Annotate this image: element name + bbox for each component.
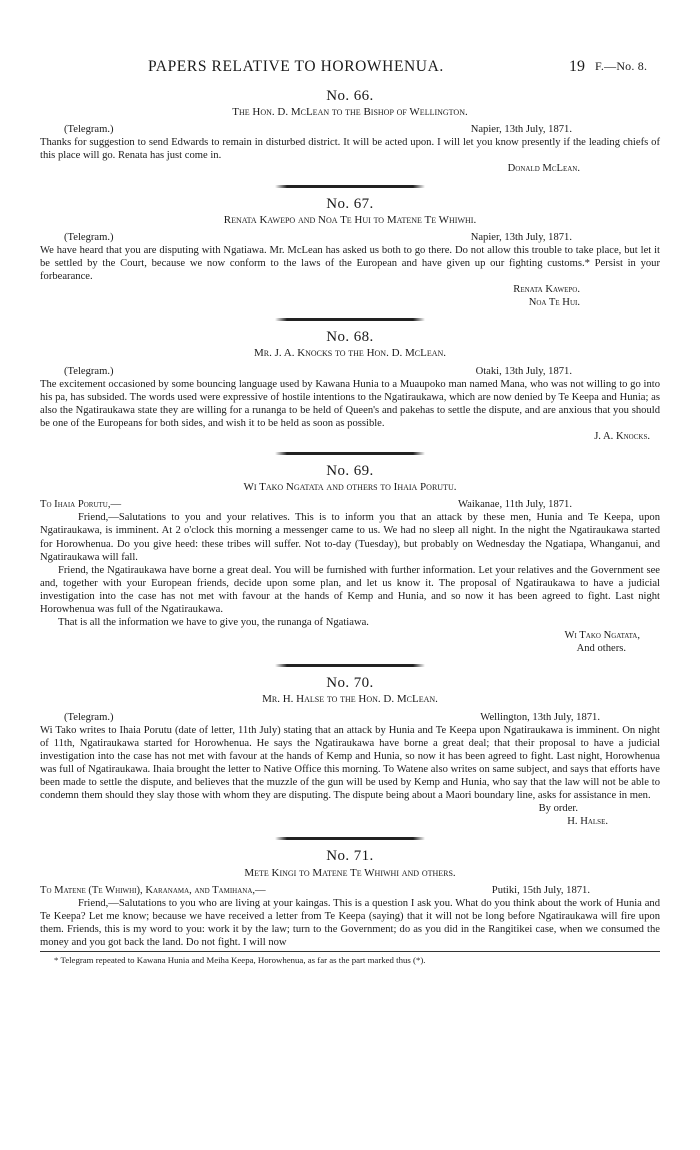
- letter-heading: Mr. J. A. Knocks to the Hon. D. McLean.: [253, 347, 447, 360]
- letter-type: (Telegram.): [64, 365, 114, 377]
- letter-signature: Renata Kawepo.: [513, 284, 580, 296]
- letter-meta: [40, 884, 660, 897]
- letter-number: No. 67.: [326, 195, 374, 212]
- letter-meta: [40, 365, 660, 378]
- letter-addressee: To Ihaia Porutu,—: [40, 499, 122, 511]
- letter-number: No. 68.: [326, 329, 374, 346]
- letter-signature: And others.: [576, 643, 626, 655]
- letter-paragraph: The excitement occasioned by some bouncing language used by Kawana Hunia to a Muaupoko man named Mana, who was not willing to go into his pa, has subsided. The words used were expressive of hostile intentions to the Ngatiraukawa, which are now denied by Te Keepa and Hunia; as also the Ngatiraukawa state they are willing for a runanga to be held of Queen's and pakehas to settle the dispute, and are anxious that you should be one of the Europeans for both sides, and wish it to be held as soon as possible.: [40, 378, 660, 429]
- section-divider: [275, 837, 425, 840]
- letter-signature: J. A. Knocks.: [594, 430, 650, 442]
- letter-heading: Wi Tako Ngatata and others to Ihaia Porutu.: [243, 481, 457, 494]
- section-divider: [275, 318, 425, 321]
- running-head: [40, 58, 680, 78]
- document-body: [40, 90, 660, 965]
- letter-paragraph: Thanks for suggestion to send Edwards to remain in disturbed district. It will be acted upon. I will let you know presently if the leading chiefs of this place will go. Renata has just come in.: [40, 137, 660, 162]
- letter-addressee: To Matene (Te Whiwhi), Karanama, and Tamihana,—: [40, 884, 266, 896]
- running-head-title: PAPERS RELATIVE TO HOROWHENUA.: [148, 58, 444, 75]
- letter-paragraph: Friend,—Salutations to you and your relatives. This is to inform you that an attack by these men, Hunia and Te Keepa, upon Ngatiraukawa, is imminent. At 2 o'clock this morning a messenger came to us. We had no sleep all night. In the night the Ngatiraukawa started for Horowhenua. Do you give heed: these tribes will suffer. Not to-day (Tuesday), but probably on Wednesday the Ngatiapa, Whanganui, and Ngatiraukawa will fall.: [40, 512, 660, 563]
- letter-heading: Renata Kawepo and Noa Te Hui to Matene Te Whiwhi.: [223, 213, 477, 226]
- letter-68: [40, 331, 660, 443]
- letter-67: [40, 195, 660, 310]
- letter-meta: [40, 711, 660, 724]
- paper-reference: F.—No. 8.: [595, 59, 648, 73]
- letter-type: (Telegram.): [64, 711, 114, 723]
- letter-signature: Noa Te Hui.: [528, 297, 580, 309]
- letter-number: No. 69.: [326, 463, 374, 480]
- page-number: 19: [569, 58, 585, 75]
- letter-signature: By order.: [538, 803, 578, 815]
- letter-signature: Wi Tako Ngatata,: [564, 630, 640, 642]
- letter-place-date: Otaki, 13th July, 1871.: [475, 365, 572, 377]
- letter-place-date: Wellington, 13th July, 1871.: [480, 711, 600, 723]
- section-divider: [275, 664, 425, 667]
- letter-paragraph: Friend, the Ngatiraukawa have borne a great deal. You will be furnished with further information. Let your relatives and the Government see and, together with your European friends, decide upon some plan, and let us know it. The proposal of Ngatiraukawa to have a judicial investigation into the case has not met with favour at the hands of Kemp and Hunia, and so now it has been agreed to fight. Last night Horowhenua was full of the Ngatiraukawa.: [40, 564, 660, 615]
- letter-number: No. 71.: [326, 848, 374, 865]
- letter-place-date: Waikanae, 11th July, 1871.: [458, 499, 572, 511]
- section-divider: [275, 452, 425, 455]
- letter-type: (Telegram.): [64, 124, 114, 136]
- letter-heading: Mete Kingi to Matene Te Whiwhi and others.: [244, 866, 456, 879]
- letter-number: No. 70.: [326, 675, 374, 692]
- letter-paragraph: Wi Tako writes to Ihaia Porutu (date of letter, 11th July) stating that an attack by Hunia and Te Keepa upon Ngatiraukawa is imminent. On night of 11th, Ngatiraukawa started for Horowhenua. He says the Ngatiraukawa have borne a great deal; that their proposal to have a judicial investigation into the case has not met with favour at the hands of Kemp and Hunia, so now it has been agreed to fight. Last night, Horowhenua was full of Ngatiraukawa. Ihaia brought the letter to Native Office this morning. To Watene also writes on same subject, and says that efforts have been made to settle the dispute, and believes that the muzzle of the gun will be used by Kemp and Hunia, who say that the law will not be able to condemn them should they slay those with whom they are disputing. The dispute being about a Maori boundary line, asks for assistance in men.: [40, 724, 660, 802]
- letter-meta: [40, 123, 660, 136]
- letter-71: [40, 850, 660, 949]
- letter-66: [40, 90, 660, 176]
- letter-signature: H. Halse.: [567, 816, 608, 828]
- letter-type: (Telegram.): [64, 231, 114, 243]
- letter-meta: [40, 231, 660, 244]
- letter-place-date: Putiki, 15th July, 1871.: [491, 884, 590, 896]
- letter-place-date: Napier, 13th July, 1871.: [470, 231, 572, 243]
- letter-70: [40, 677, 660, 828]
- letter-69: [40, 465, 660, 655]
- letter-place-date: Napier, 13th July, 1871.: [470, 124, 572, 136]
- footnote: * Telegram repeated to Kawana Hunia and Meiha Keepa, Horowhenua, as far as the part marked thus (*).: [54, 955, 426, 966]
- letter-paragraph: We have heard that you are disputing with Ngatiawa. Mr. McLean has asked us both to go there. Do not allow this trouble to take place, but let it be settled by the Court, because we now conform to the laws of the European and have given up our fighting customs.* Persist in your forbearance.: [40, 244, 660, 283]
- letter-number: No. 66.: [326, 88, 374, 104]
- letter-meta: [40, 498, 660, 511]
- letter-heading: Mr. H. Halse to the Hon. D. McLean.: [262, 693, 438, 706]
- footnote-rule: [40, 951, 660, 952]
- letter-heading: The Hon. D. McLean to the Bishop of Wellington.: [232, 106, 468, 119]
- section-divider: [275, 185, 425, 188]
- letter-signature: Donald McLean.: [507, 163, 580, 175]
- letter-paragraph: That is all the information we have to give you, the runanga of Ngatiawa.: [58, 617, 369, 629]
- letter-paragraph: Friend,—Salutations to you who are living at your kaingas. This is a question I ask you. What do you think about the work of Hunia and Te Keepa? Let me know; because we have received a letter from Te Keepa (saying) that it will not be long before Ngatiraukawa will fire upon them. Friends, this is my word to you: work it by the law; turn to the Government; do as you did in the Rangitikei case, when we consumed the money and you got back the land. Do not fight. I will now: [40, 897, 660, 948]
